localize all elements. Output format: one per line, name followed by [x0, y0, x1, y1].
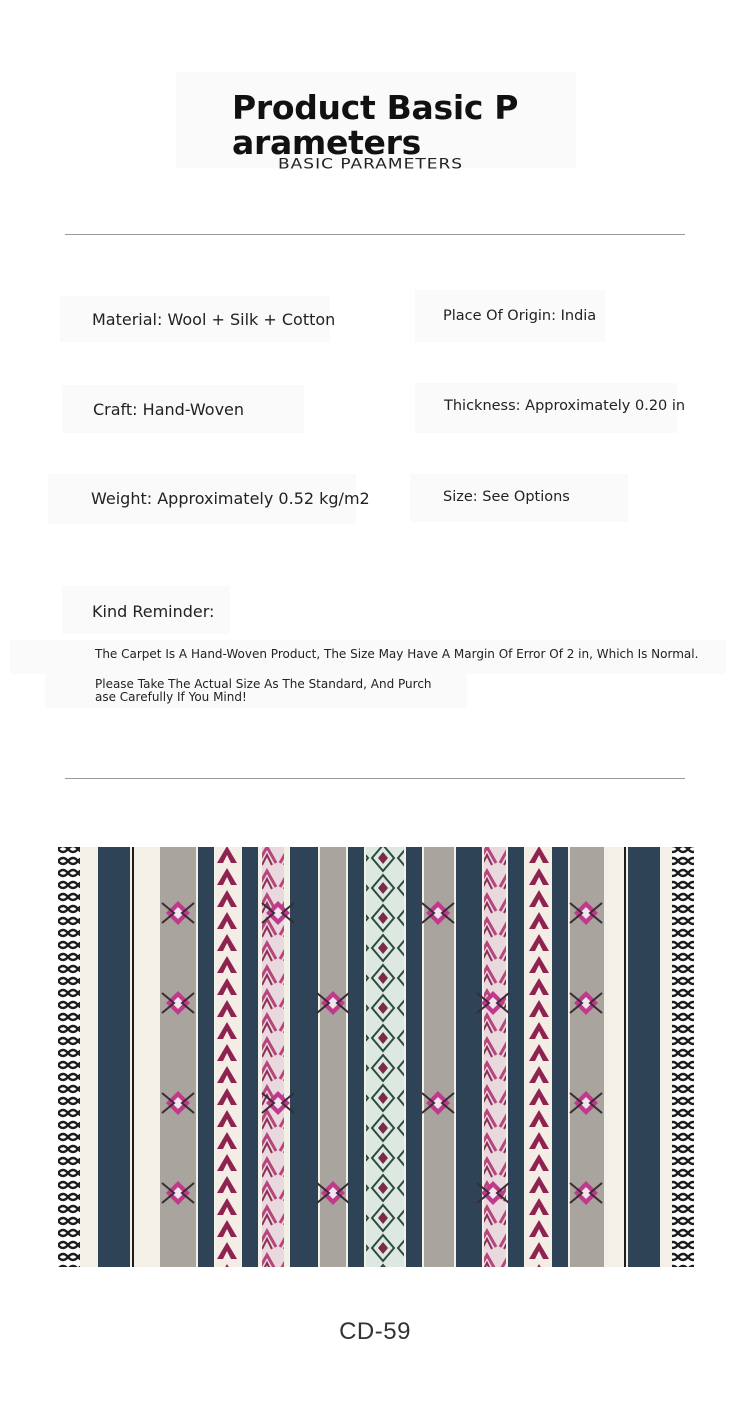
- page-title-line1: Product Basic P: [232, 88, 519, 127]
- divider-top: [65, 234, 685, 235]
- reminder-text-3: ase Carefully If You Mind!: [95, 690, 247, 704]
- param-craft: Craft: Hand-Woven: [93, 400, 245, 419]
- reminder-text-1: The Carpet Is A Hand-Woven Product, The Size May Have A Margin Of Error Of 2 in, Which Is Normal.: [95, 647, 699, 661]
- param-size: Size: See Options: [443, 489, 570, 505]
- reminder-text-2: Please Take The Actual Size As The Standard, And Purch: [95, 677, 432, 691]
- rug-image: [58, 843, 694, 1271]
- reminder-title: Kind Reminder:: [92, 602, 215, 621]
- page-title: [232, 90, 532, 160]
- divider-bottom: [65, 778, 685, 779]
- param-material: Material: Wool + Silk + Cotton: [92, 310, 336, 329]
- param-origin: Place Of Origin: India: [443, 308, 597, 324]
- param-weight: Weight: Approximately 0.52 kg/m2: [91, 489, 370, 508]
- page-subtitle: BASIC PARAMETERS: [278, 156, 464, 173]
- page-title-line2: arameters: [232, 123, 421, 162]
- product-model: CD-59: [339, 1318, 411, 1345]
- param-thickness: Thickness: Approximately 0.20 in: [444, 398, 686, 414]
